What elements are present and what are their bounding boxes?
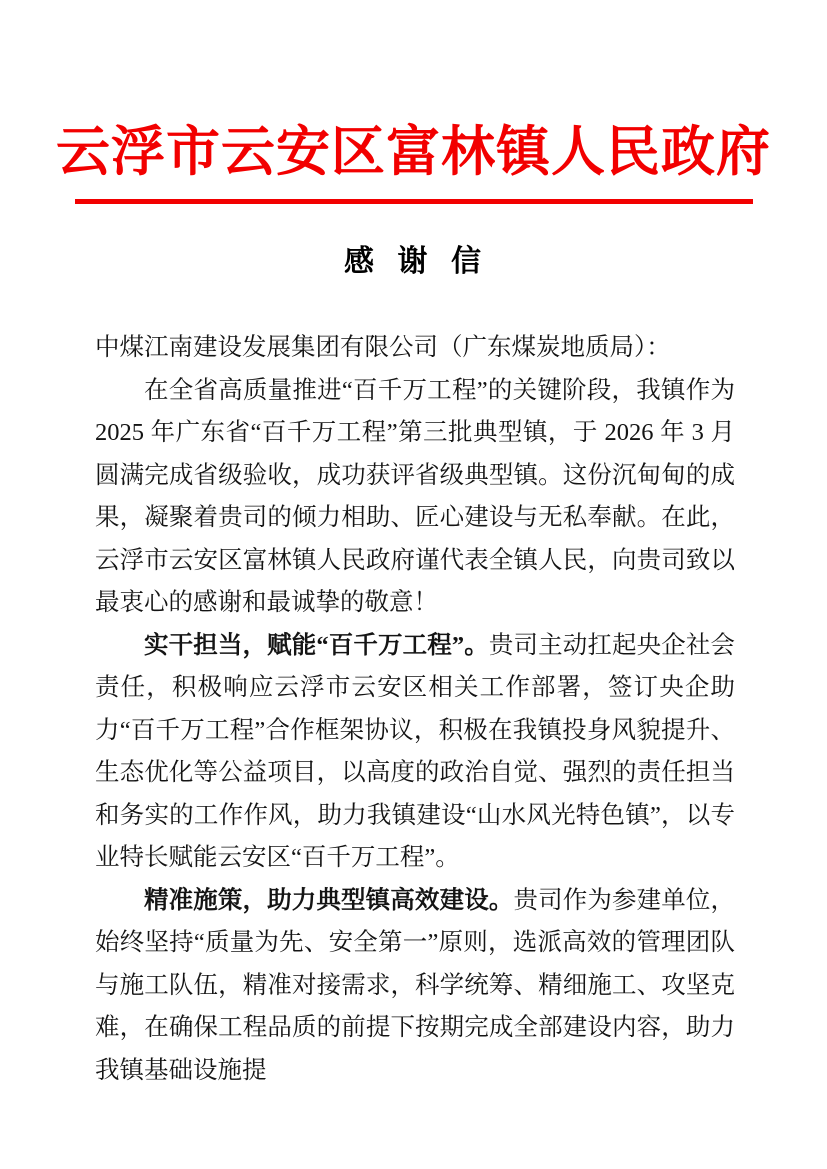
paragraph-lead: 实干担当，赋能“百千万工程”。 [144, 631, 489, 659]
letter-body [95, 327, 735, 1092]
paragraph-text: 贵司主动扛起央企社会责任，积极响应云浮市云安区相关工作部署，签订央企助力“百千万工程”合作框架协议，积极在我镇投身风貌提升、生态优化等公益项目，以高度的政治自觉、强烈的责任担当和务实的工作作风，助力我镇建设“山水风光特色镇”，以专业特长赋能云安区“百千万工程”。 [95, 631, 735, 871]
letterhead-org-name: 云浮市云安区富林镇人民政府 [56, 122, 771, 182]
paragraph-text: 贵司作为参建单位，始终坚持“质量为先、安全第一”原则，选派高效的管理团队与施工队伍，精准对接需求，科学统筹、精细施工、攻坚克难，在确保工程品质的前提下按期完成全部建设内容，助力我镇基础设施提 [95, 886, 736, 1084]
paragraph-lead: 精准施策，助力典型镇高效建设。 [144, 886, 514, 914]
body-paragraph [95, 370, 735, 625]
body-paragraph [95, 880, 735, 1093]
body-paragraph [95, 625, 735, 880]
letterhead-divider-line [75, 199, 753, 204]
paragraph-text: 在全省高质量推进“百千万工程”的关键阶段，我镇作为 2025 年广东省“百千万工程”第三批典型镇，于 2026 年 3 月圆满完成省级验收，成功获评省级典型镇。这份沉甸甸的成果，凝聚着贵司的倾力相助、匠心建设与无私奉献。在此，云浮市云安区富林镇人民政府谨代表全镇人民，向贵司致以最衷心的感谢和最诚挚的敬意！ [95, 376, 735, 616]
document-title: 感 谢 信 [344, 245, 483, 278]
recipient-salutation: 中煤江南建设发展集团有限公司（广东煤炭地质局）： [95, 334, 671, 361]
